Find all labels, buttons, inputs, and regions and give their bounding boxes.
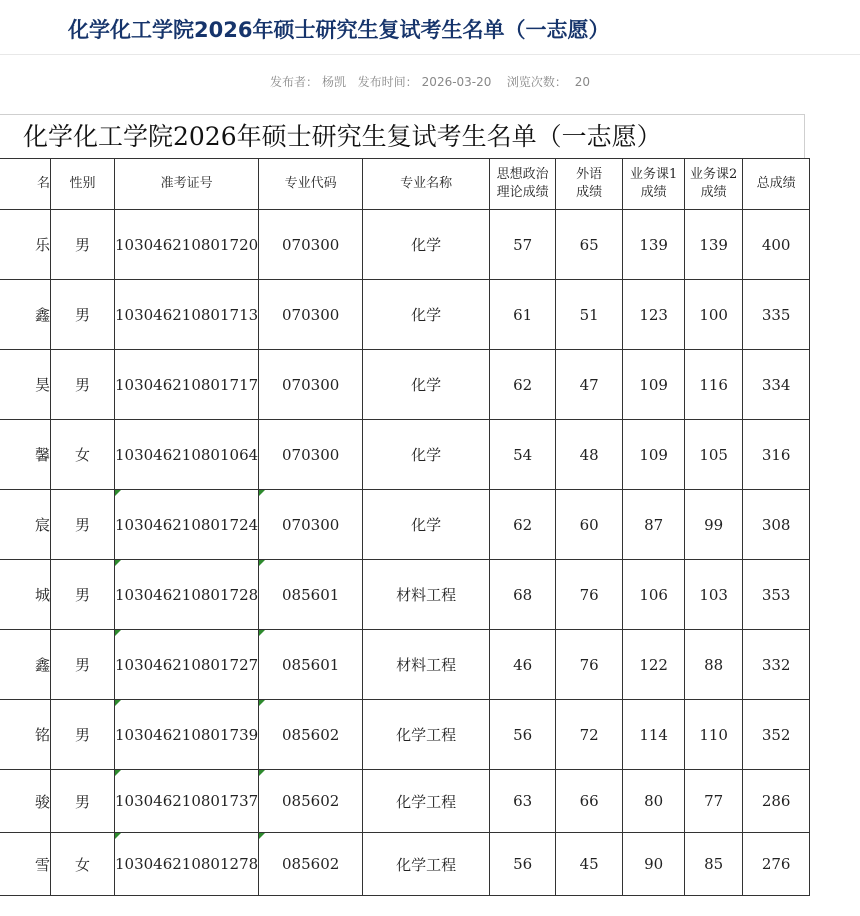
cell-exam-id: 103046210801713: [115, 280, 259, 350]
cell-major-name: 材料工程: [363, 560, 490, 630]
cell-total: 334: [743, 350, 810, 420]
publish-time: 2026-03-20: [421, 75, 492, 89]
cell-name: 昊: [0, 350, 51, 420]
header-total: 总成绩: [743, 159, 810, 210]
cell-exam-id: 103046210801739: [115, 700, 259, 770]
view-count: 20: [574, 75, 590, 89]
cell-exam-id: 103046210801278: [115, 833, 259, 896]
cell-total: 400: [743, 210, 810, 280]
cell-total: 308: [743, 490, 810, 560]
page-header: [0, 0, 860, 55]
cell-exam-id: 103046210801728: [115, 560, 259, 630]
cell-politics: 57: [490, 210, 556, 280]
cell-gender: 女: [51, 420, 115, 490]
cell-course2: 100: [685, 280, 743, 350]
cell-total: 276: [743, 833, 810, 896]
cell-major-code: 070300: [259, 490, 363, 560]
sheet-title: 化学化工学院2026年硕士研究生复试考生名单（一志愿）: [0, 114, 805, 158]
cell-politics: 46: [490, 630, 556, 700]
cell-politics: 62: [490, 350, 556, 420]
header-gender: 性别: [51, 159, 115, 210]
cell-total: 335: [743, 280, 810, 350]
cell-politics: 62: [490, 490, 556, 560]
cell-course2: 103: [685, 560, 743, 630]
table-row: [0, 280, 810, 350]
cell-name: 雪: [0, 833, 51, 896]
header-major-name: 专业名称: [363, 159, 490, 210]
publisher: 杨凯: [322, 75, 347, 89]
cell-major-code: 085602: [259, 700, 363, 770]
cell-course2: 105: [685, 420, 743, 490]
cell-gender: 男: [51, 210, 115, 280]
cell-course1: 122: [623, 630, 685, 700]
cell-major-name: 化学工程: [363, 700, 490, 770]
cell-name: 馨: [0, 420, 51, 490]
cell-major-code: 070300: [259, 280, 363, 350]
cell-major-code: 085602: [259, 770, 363, 833]
cell-course1: 114: [623, 700, 685, 770]
header-politics: 思想政治 理论成绩: [490, 159, 556, 210]
table-row: [0, 420, 810, 490]
cell-major-name: 化学工程: [363, 770, 490, 833]
publish-time-label: 发布时间：: [357, 75, 418, 89]
cell-politics: 63: [490, 770, 556, 833]
cell-exam-id: 103046210801720: [115, 210, 259, 280]
candidate-table: [0, 158, 810, 896]
cell-politics: 54: [490, 420, 556, 490]
header-major-code: 专业代码: [259, 159, 363, 210]
cell-name: 鑫: [0, 630, 51, 700]
cell-gender: 男: [51, 280, 115, 350]
cell-major-name: 化学: [363, 210, 490, 280]
page-title: 化学化工学院2026年硕士研究生复试考生名单（一志愿）: [68, 18, 610, 42]
cell-gender: 女: [51, 833, 115, 896]
table-row: [0, 700, 810, 770]
cell-total: 332: [743, 630, 810, 700]
header-name: 名: [0, 159, 51, 210]
cell-gender: 男: [51, 490, 115, 560]
cell-major-code: 070300: [259, 210, 363, 280]
cell-foreign: 60: [556, 490, 623, 560]
cell-foreign: 65: [556, 210, 623, 280]
cell-foreign: 76: [556, 560, 623, 630]
cell-total: 316: [743, 420, 810, 490]
cell-course2: 88: [685, 630, 743, 700]
score-sheet: [0, 114, 810, 896]
cell-course1: 106: [623, 560, 685, 630]
header-foreign: 外语 成绩: [556, 159, 623, 210]
cell-foreign: 47: [556, 350, 623, 420]
cell-foreign: 48: [556, 420, 623, 490]
cell-foreign: 66: [556, 770, 623, 833]
cell-total: 286: [743, 770, 810, 833]
cell-foreign: 51: [556, 280, 623, 350]
cell-course1: 123: [623, 280, 685, 350]
cell-course2: 110: [685, 700, 743, 770]
cell-course1: 90: [623, 833, 685, 896]
cell-major-name: 化学: [363, 280, 490, 350]
header-course2: 业务课2 成绩: [685, 159, 743, 210]
cell-course2: 99: [685, 490, 743, 560]
cell-major-code: 085601: [259, 630, 363, 700]
view-count-label: 浏览次数：: [506, 75, 567, 89]
header-course1: 业务课1 成绩: [623, 159, 685, 210]
cell-course2: 85: [685, 833, 743, 896]
cell-foreign: 72: [556, 700, 623, 770]
cell-gender: 男: [51, 560, 115, 630]
cell-politics: 56: [490, 700, 556, 770]
cell-exam-id: 103046210801717: [115, 350, 259, 420]
cell-exam-id: 103046210801724: [115, 490, 259, 560]
cell-major-code: 085602: [259, 833, 363, 896]
cell-major-code: 085601: [259, 560, 363, 630]
cell-name: 宸: [0, 490, 51, 560]
cell-politics: 61: [490, 280, 556, 350]
table-header-row: [0, 159, 810, 210]
cell-total: 353: [743, 560, 810, 630]
cell-gender: 男: [51, 700, 115, 770]
cell-course1: 109: [623, 420, 685, 490]
cell-name: 城: [0, 560, 51, 630]
table-row: [0, 490, 810, 560]
cell-exam-id: 103046210801727: [115, 630, 259, 700]
cell-politics: 68: [490, 560, 556, 630]
cell-gender: 男: [51, 350, 115, 420]
cell-major-name: 材料工程: [363, 630, 490, 700]
header-exam-id: 准考证号: [115, 159, 259, 210]
cell-course1: 109: [623, 350, 685, 420]
cell-major-code: 070300: [259, 350, 363, 420]
cell-politics: 56: [490, 833, 556, 896]
cell-course1: 87: [623, 490, 685, 560]
table-row: [0, 630, 810, 700]
cell-foreign: 76: [556, 630, 623, 700]
cell-foreign: 45: [556, 833, 623, 896]
cell-exam-id: 103046210801737: [115, 770, 259, 833]
cell-name: 乐: [0, 210, 51, 280]
cell-major-name: 化学工程: [363, 833, 490, 896]
cell-gender: 男: [51, 770, 115, 833]
table-row: [0, 833, 810, 896]
cell-major-name: 化学: [363, 420, 490, 490]
cell-course1: 80: [623, 770, 685, 833]
cell-course2: 77: [685, 770, 743, 833]
cell-exam-id: 103046210801064: [115, 420, 259, 490]
cell-name: 骏: [0, 770, 51, 833]
cell-course2: 116: [685, 350, 743, 420]
cell-major-code: 070300: [259, 420, 363, 490]
table-row: [0, 210, 810, 280]
cell-major-name: 化学: [363, 490, 490, 560]
table-row: [0, 350, 810, 420]
cell-name: 铭: [0, 700, 51, 770]
cell-total: 352: [743, 700, 810, 770]
article-meta: [0, 73, 860, 90]
cell-name: 鑫: [0, 280, 51, 350]
cell-gender: 男: [51, 630, 115, 700]
table-row: [0, 560, 810, 630]
cell-course2: 139: [685, 210, 743, 280]
table-row: [0, 770, 810, 833]
cell-course1: 139: [623, 210, 685, 280]
publisher-label: 发布者：: [269, 75, 318, 89]
cell-major-name: 化学: [363, 350, 490, 420]
